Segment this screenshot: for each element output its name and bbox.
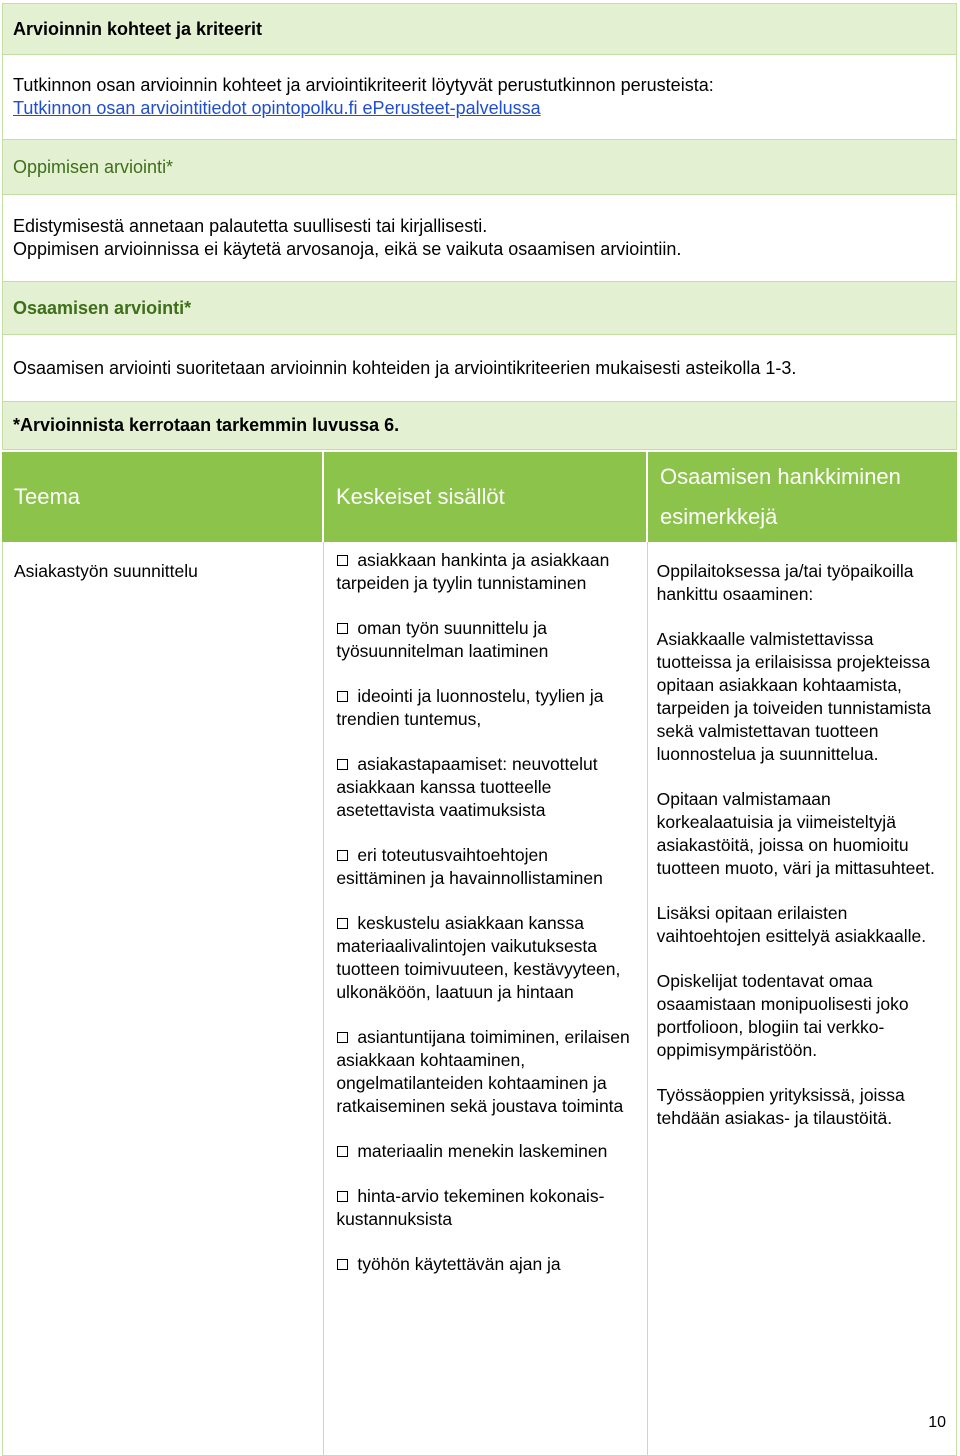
content-item: asiantuntijana toimiminen, erilaisen asiakkaan kohtaaminen, ongelmatilanteiden kohtaaminen ja ratkaiseminen sekä joustava toiminta [336,1027,630,1116]
footnote-row: *Arvioinnista kerrotaan tarkemmin luvussa 6. [2,402,957,450]
learning-text-1: Edistymisestä annetaan palautetta suullisesti tai kirjallisesti. [13,216,488,236]
theme-cell [3,542,324,1455]
checkbox-icon [337,759,348,770]
learning-block [2,195,957,282]
content-item: materiaalin menekin laskeminen [336,1140,638,1163]
example-paragraph: Lisäksi opitaan erilaisten vaihtoehtojen esittelyä asiakkaalle. [656,903,927,946]
table-header-row [2,452,957,542]
criteria-link[interactable]: Tutkinnon osan arviointitiedot opintopolku.fi ePerusteet-palvelussa [13,98,541,118]
section-heading-learning-assessment [2,140,957,195]
example-paragraph: Työssäoppien yrityksissä, joissa tehdään asiakas- ja tilaustöitä. [656,1085,905,1128]
learning-heading-text: Oppimisen arviointi* [13,156,174,177]
header-theme: Teema [2,452,324,542]
checkbox-icon [337,1146,348,1157]
competence-block [2,335,957,402]
content-item: asiakkaan hankinta ja asiakkaan tarpeiden ja tyylin tunnistaminen [336,550,610,593]
content-item: eri toteutusvaihtoehtojen esittäminen ja havainnollistaminen [336,845,603,888]
content-item: hinta-arvio tekeminen kokonais-kustannuksista [336,1186,605,1229]
checkbox-icon [337,555,348,566]
content-item: työhön käytettävän ajan ja [336,1253,638,1276]
competence-text: Osaamisen arviointi suoritetaan arvioinnin kohteiden ja arviointikriteerien mukaisesti asteikolla 1-3. [13,357,797,378]
example-paragraph: Opiskelijat todentavat omaa osaamistaan monipuolisesti joko portfolioon, blogiin tai verkko-oppimisympäristöön. [656,971,909,1060]
checkbox-icon [337,691,348,702]
contents-cell [324,542,647,1455]
checkbox-icon [337,1032,348,1043]
header-examples: Osaamisen hankkiminen esimerkkejä [660,464,901,529]
assessment-info-frame [2,3,957,450]
example-paragraph: Asiakkaalle valmistettavissa tuotteissa ja erilaisissa projekteissa opitaan asiakkaan kohtaamista, tarpeiden ja toiveiden tunnistamista sekä valmistettavan tuotteen luonnostelua ja suunnittelua. [656,629,931,764]
table-row [2,542,957,1456]
theme-name: Asiakastyön suunnittelu [14,561,198,581]
intro-text: Tutkinnon osan arvioinnin kohteet ja arviointikriteerit löytyvät perustutkinnon perusteista: [13,75,714,95]
checkbox-icon [337,623,348,634]
content-item: asiakastapaamiset: neuvottelut asiakkaan kanssa tuotteelle asetettavista vaatimuksista [336,754,598,820]
page-number: 10 [928,1414,946,1431]
intro-block [2,55,957,140]
example-paragraph: Opitaan valmistamaan korkealaatuisia ja viimeisteltyjä asiakastöitä, joissa on huomioitu tuotteen muoto, väri ja mittasuhteet. [656,789,935,878]
checkbox-icon [337,1191,348,1202]
learning-text-2: Oppimisen arvioinnissa ei käytetä arvosanoja, eikä se vaikuta osaamisen arviointiin. [13,239,682,259]
content-item: keskustelu asiakkaan kanssa materiaalivalintojen vaikutuksesta tuotteen toimivuuteen, kestävyyteen, ulkonäköön, laatuun ja hintaan [336,913,621,1002]
checkbox-icon [337,918,348,929]
example-paragraph: Oppilaitoksessa ja/tai työpaikoilla hankittu osaaminen: [656,561,914,604]
content-item: ideointi ja luonnostelu, tyylien ja trendien tuntemus, [336,686,604,729]
section-heading-assessment-targets: Arvioinnin kohteet ja kriteerit [2,3,957,55]
checkbox-icon [337,850,348,861]
section-heading-competence-assessment: Osaamisen arviointi* [2,282,957,335]
content-item: oman työn suunnittelu ja työsuunnitelman laatiminen [336,618,549,661]
checkbox-icon [337,1259,348,1270]
header-key-contents: Keskeiset sisällöt [324,452,648,542]
theme-table [2,452,957,1456]
examples-cell [648,542,956,1455]
